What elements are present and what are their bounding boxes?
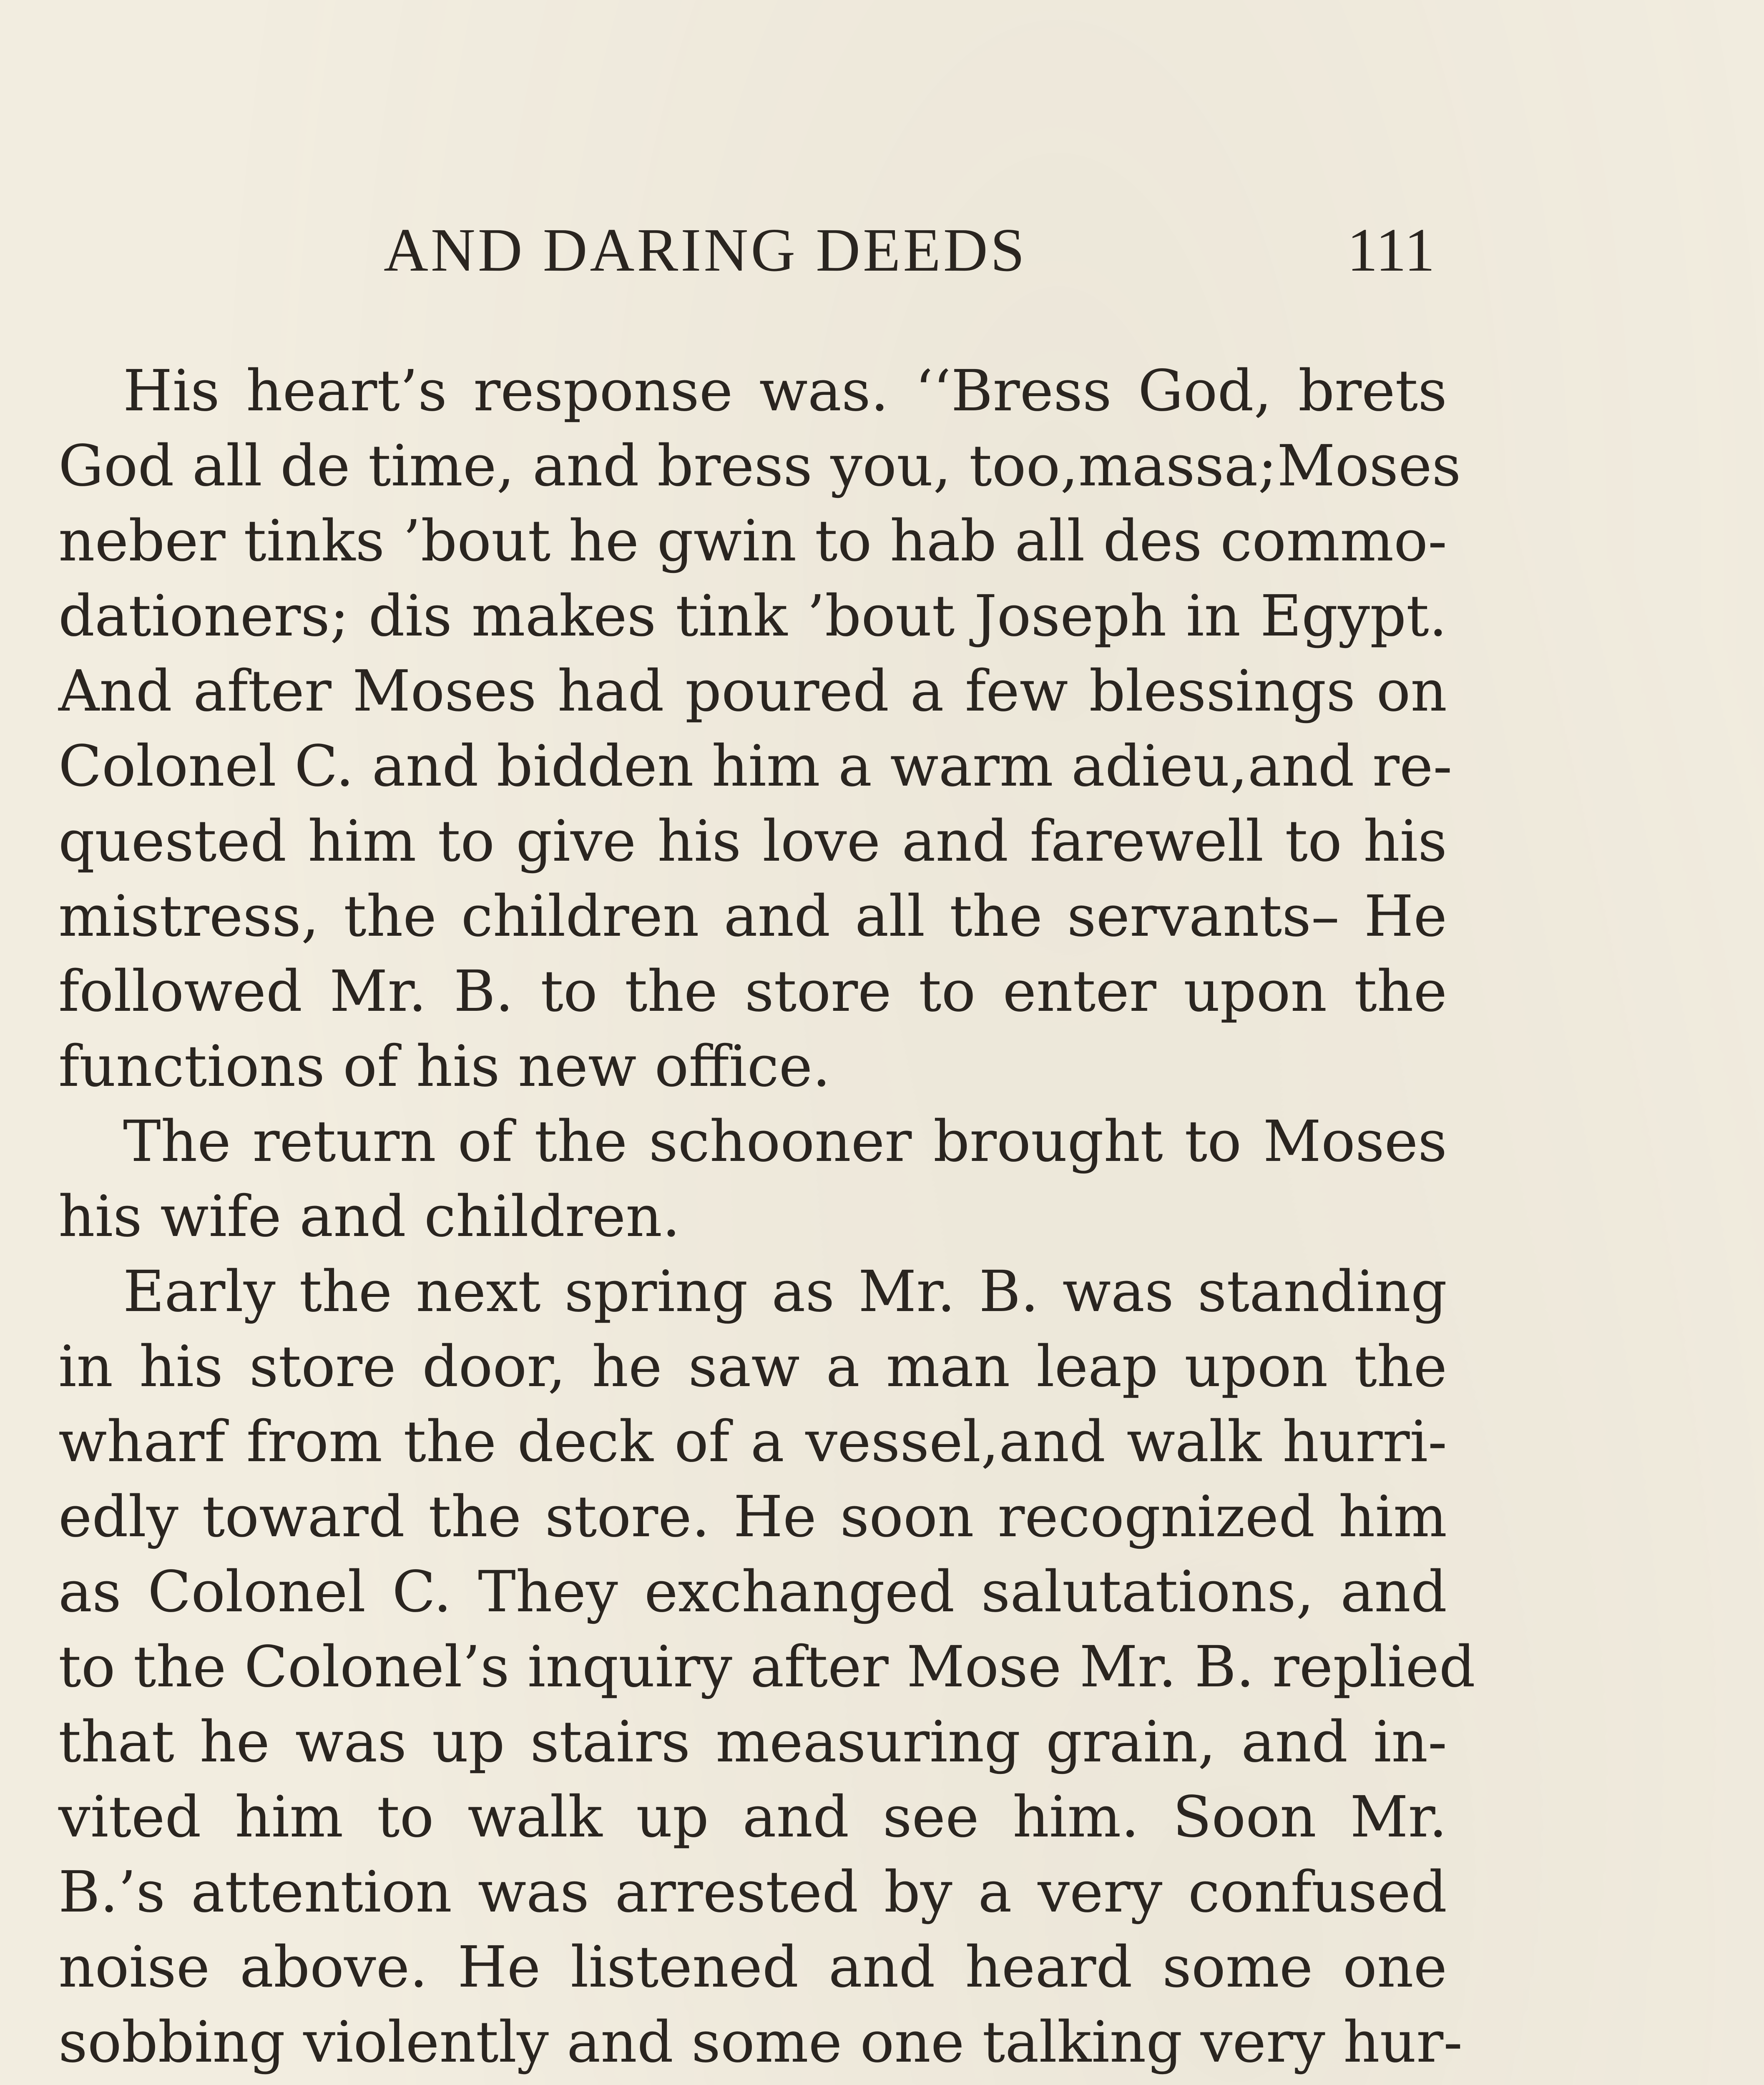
text-line: to the Colonel’s inquiry after Mose Mr. B. replied xyxy=(58,1634,1475,1700)
text-line: as Colonel C. They exchanged salutations, and xyxy=(58,1559,1447,1625)
text-line: that he was up stairs measuring grain, and in- xyxy=(58,1709,1447,1775)
text-line: followed Mr. B. to the store to enter upon the xyxy=(58,959,1447,1025)
page-number: 111 xyxy=(1347,216,1435,284)
running-head: AND DARING DEEDS xyxy=(384,216,1028,284)
text-line: B.’s attention was arrested by a very confused xyxy=(58,1859,1447,1925)
body-text xyxy=(58,354,1475,2085)
text-line: And after Moses had poured a few blessings on xyxy=(58,658,1447,724)
text-line: Early the next spring as Mr. B. was standing xyxy=(123,1259,1447,1325)
text-line: his wife and children. xyxy=(58,1184,681,1250)
text-line: mistress, the children and all the servants– He xyxy=(58,884,1447,950)
text-line: Colonel C. and bidden him a warm adieu,and re- xyxy=(58,734,1452,799)
text-line: noise above. He listened and heard some one xyxy=(58,1934,1447,2000)
text-line: wharf from the deck of a vessel,and walk hurri- xyxy=(58,1409,1447,1475)
text-line: The return of the schooner brought to Moses xyxy=(123,1109,1447,1175)
text-line: neber tinks ’bout he gwin to hab all des commo- xyxy=(58,508,1447,574)
text-line: dationers; dis makes tink ’bout Joseph in Egypt. xyxy=(58,583,1447,649)
text-line: God all de time, and bress you, too,massa;Moses xyxy=(58,433,1461,499)
text-line: His heart’s response was. ‘‘Bress God, brets xyxy=(123,358,1447,424)
text-line: vited him to walk up and see him. Soon Mr. xyxy=(58,1784,1447,1850)
text-line: in his store door, he saw a man leap upon the xyxy=(58,1334,1447,1400)
text-line: functions of his new office. xyxy=(58,1034,831,1100)
text-line: edly toward the store. He soon recognized him xyxy=(58,1484,1447,1550)
text-line xyxy=(58,2080,1447,2085)
text-line: quested him to give his love and farewell to his xyxy=(58,809,1447,874)
text-line: sobbing violently and some one talking very hur- xyxy=(58,2010,1463,2075)
